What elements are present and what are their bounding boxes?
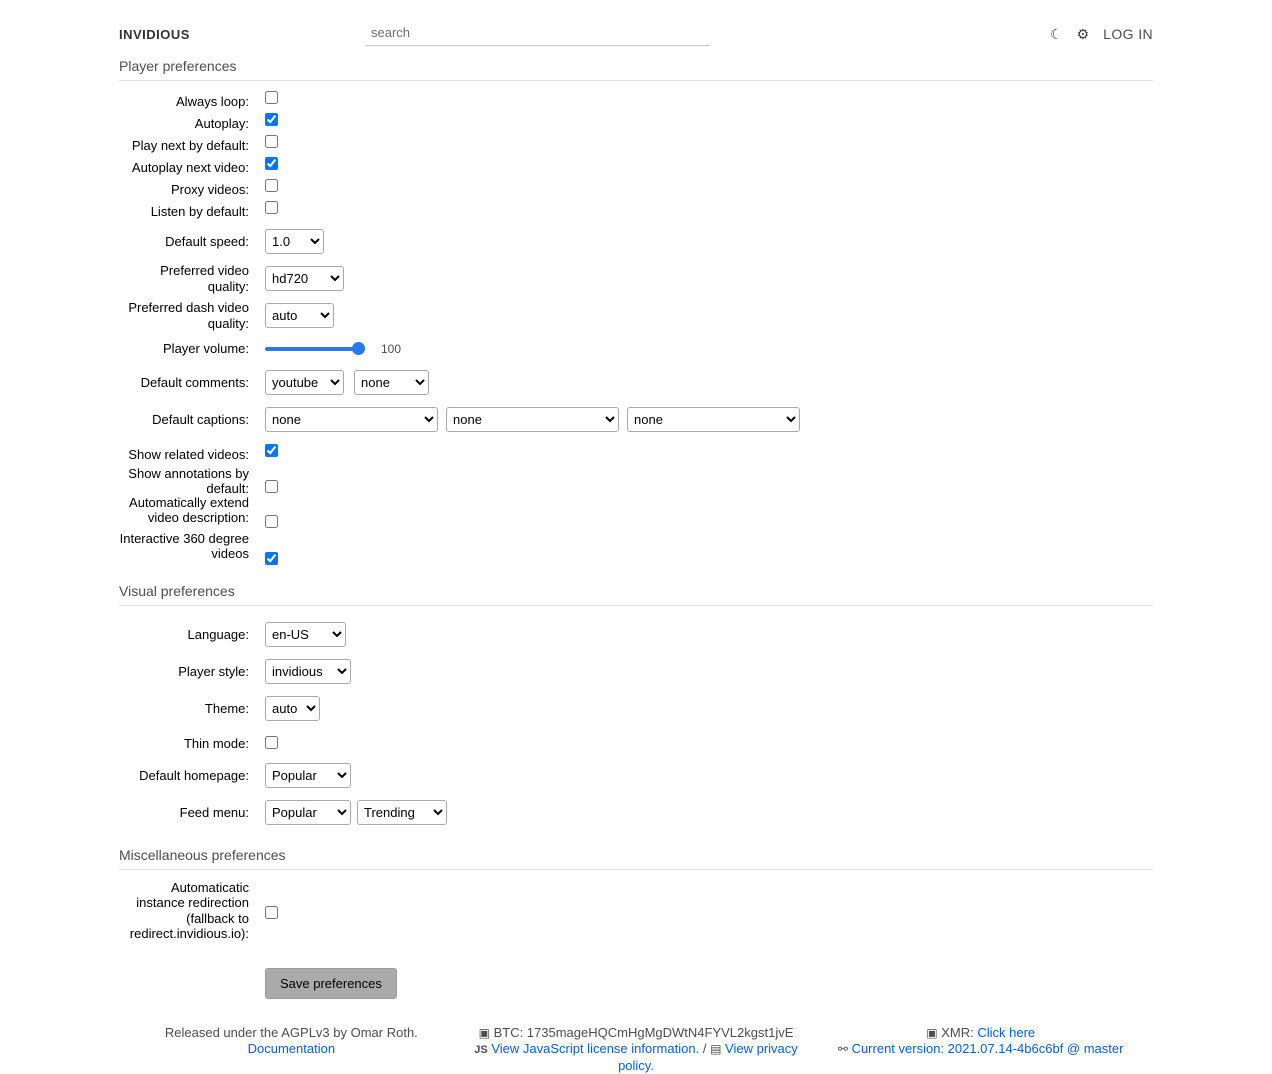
footer-center [464, 1025, 809, 1074]
label-player-style: Player style: [178, 663, 249, 679]
label-always-loop: Always loop: [176, 94, 249, 109]
select-feed-menu-2[interactable] [357, 800, 447, 825]
navbar-right [710, 26, 1272, 42]
top-navbar [0, 0, 1272, 54]
label-thin-mode: Thin mode: [183, 735, 249, 751]
login-link[interactable]: LOG IN [1103, 26, 1153, 42]
label-default-speed: Default speed: [165, 233, 249, 249]
checkbox-proxy-videos[interactable] [265, 179, 278, 192]
label-listen-by-default: Listen by default: [150, 204, 249, 219]
footer-btc-text: BTC: 1735mageHQCmHgMgDWtN4FYVL2kgst1jvE [493, 1025, 794, 1040]
row-always-loop [119, 91, 1153, 113]
select-feed-menu-1[interactable] [265, 800, 351, 825]
checkbox-extend-description[interactable] [265, 515, 278, 528]
select-language[interactable] [265, 622, 346, 647]
checkbox-listen-by-default[interactable] [265, 201, 278, 214]
row-theme [119, 690, 1153, 727]
label-autoplay-next-video: Autoplay next video: [131, 160, 249, 175]
slider-player-volume[interactable] [265, 343, 365, 356]
js-badge: JS [474, 1044, 488, 1057]
footer-xmr-text: XMR: [941, 1025, 978, 1040]
select-default-speed[interactable] [265, 229, 324, 254]
label-language: Language: [187, 626, 249, 642]
label-preferred-video-quality: Preferred video quality: [160, 263, 249, 294]
row-default-comments [119, 364, 1153, 401]
search-input[interactable] [365, 23, 710, 46]
checkbox-play-next-by-default[interactable] [265, 135, 278, 148]
checkbox-autoplay-next-video[interactable] [265, 157, 278, 170]
navbar-center [365, 23, 710, 46]
checkbox-show-related-videos[interactable] [265, 444, 278, 457]
section-misc-preferences: Miscellaneous preferences [119, 843, 1153, 870]
row-show-related-videos [119, 444, 1153, 466]
row-feed-menu [119, 794, 1153, 831]
select-theme[interactable] [265, 696, 320, 721]
select-preferred-video-quality[interactable] [265, 266, 344, 291]
row-autoplay [119, 113, 1153, 135]
monero-icon: ▣ [926, 1026, 938, 1040]
row-instance-redirection [119, 880, 1153, 946]
label-feed-menu: Feed menu: [179, 804, 249, 820]
select-default-captions-3[interactable] [627, 407, 800, 432]
label-play-next-by-default: Play next by default: [131, 138, 249, 153]
row-autoplay-next-video [119, 157, 1153, 179]
label-player-volume: Player volume: [163, 341, 249, 357]
select-default-comments-secondary[interactable] [354, 370, 429, 395]
label-show-related-videos: Show related videos: [128, 447, 249, 462]
label-show-annotations: Show annotations by default: [128, 466, 249, 497]
row-show-annotations [119, 466, 1153, 495]
book-icon: ▤ [710, 1042, 722, 1057]
footer-right [808, 1025, 1153, 1074]
row-listen-by-default [119, 201, 1153, 223]
page-footer [0, 1025, 1272, 1074]
player-volume-value: 100 [381, 342, 402, 356]
checkbox-show-annotations[interactable] [265, 480, 278, 493]
select-default-captions-1[interactable] [265, 407, 438, 432]
label-instance-redirection: Automaticatic instance redirection (fallback to redirect.invidious.io): [129, 880, 249, 941]
gear-icon[interactable]: ⚙ [1076, 26, 1090, 42]
footer-documentation-link[interactable]: Documentation [247, 1041, 336, 1057]
section-visual-preferences: Visual preferences [119, 579, 1153, 606]
checkbox-autoplay[interactable] [265, 113, 278, 126]
row-default-captions [119, 401, 1153, 438]
label-extend-description: Automatically extend video description: [129, 495, 249, 526]
checkbox-thin-mode[interactable] [265, 736, 278, 749]
row-preferred-video-quality [119, 260, 1153, 297]
select-player-style[interactable] [265, 659, 351, 684]
monero-btc-icon: ▣ [478, 1026, 490, 1040]
select-default-captions-2[interactable] [446, 407, 619, 432]
row-play-next-by-default [119, 135, 1153, 157]
footer-js-license-link[interactable]: View JavaScript license information. [491, 1041, 700, 1057]
row-interactive-360 [119, 531, 1153, 569]
label-default-captions: Default captions: [152, 411, 249, 427]
save-row [119, 968, 1153, 999]
row-language [119, 616, 1153, 653]
footer-separator: / [702, 1041, 707, 1057]
row-extend-description [119, 495, 1153, 531]
select-preferred-dash-video-quality[interactable] [265, 303, 334, 328]
label-autoplay: Autoplay: [194, 116, 249, 131]
preferences-form [0, 54, 1272, 999]
save-preferences-button[interactable]: Save preferences [265, 968, 397, 999]
footer-xmr-link[interactable]: Click here [977, 1025, 1036, 1040]
section-player-preferences: Player preferences [119, 54, 1153, 81]
footer-privacy-link[interactable]: View privacy policy. [618, 1041, 798, 1073]
footer-left [119, 1025, 464, 1074]
row-thin-mode [119, 727, 1153, 757]
navbar-left [0, 27, 365, 42]
label-theme: Theme: [204, 700, 249, 716]
brand-logo[interactable]: INVIDIOUS [119, 26, 190, 42]
checkbox-always-loop[interactable] [265, 91, 278, 104]
label-default-comments: Default comments: [140, 374, 249, 390]
label-default-homepage: Default homepage: [139, 767, 249, 783]
label-interactive-360: Interactive 360 degree videos [119, 531, 249, 562]
row-player-style [119, 653, 1153, 690]
row-proxy-videos [119, 179, 1153, 201]
footer-version-link[interactable]: Current version: 2021.07.14-4b6c6bf @ master [851, 1041, 1124, 1057]
label-proxy-videos: Proxy videos: [170, 182, 249, 197]
label-preferred-dash-video-quality: Preferred dash video quality: [128, 300, 249, 331]
select-default-homepage[interactable] [265, 763, 351, 788]
moon-icon[interactable]: ☾ [1050, 26, 1063, 42]
row-default-speed [119, 223, 1153, 260]
select-default-comments-primary[interactable] [265, 370, 344, 395]
row-default-homepage [119, 757, 1153, 794]
row-player-volume [119, 334, 1153, 364]
github-icon: ⚯ [837, 1042, 848, 1057]
footer-license-text: Released under the AGPLv3 by Omar Roth. [164, 1025, 418, 1040]
checkbox-interactive-360[interactable] [265, 552, 278, 565]
checkbox-instance-redirection[interactable] [265, 906, 278, 919]
row-preferred-dash-video-quality [119, 297, 1153, 334]
